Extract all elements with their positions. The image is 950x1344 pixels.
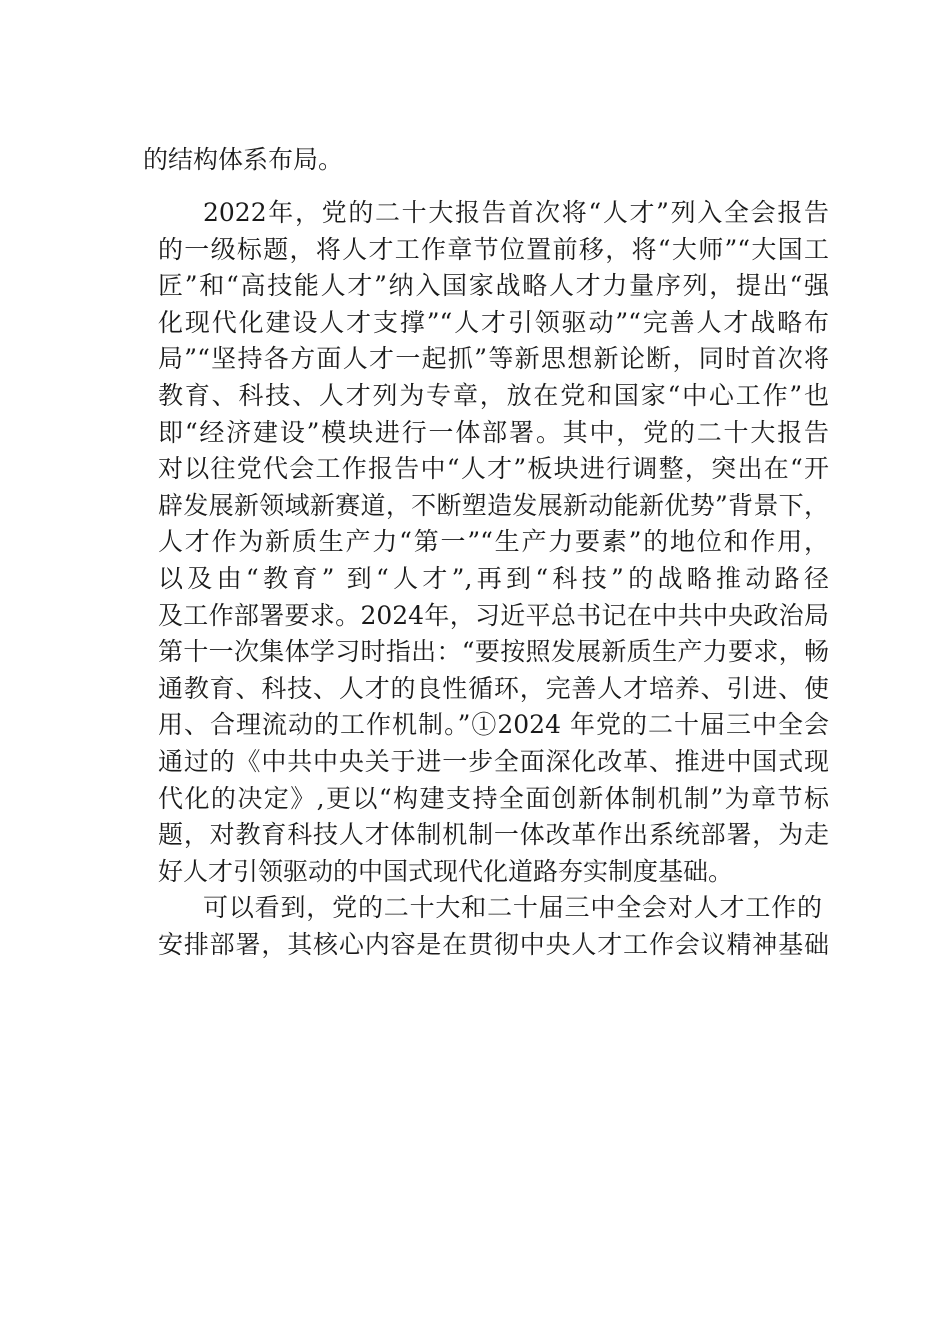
- text-line: 化现代化建设人才支撑”“人才引领驱动”“完善人才战略布: [158, 307, 829, 337]
- text-line: 对以往党代会工作报告中“人才”板块进行调整，突出在“开: [158, 454, 829, 484]
- text-line: 的结构体系布局。: [143, 145, 344, 174]
- text-line: 代化的决定》,更以“构建支持全面创新体制机制”为章节标: [158, 783, 829, 813]
- text-line: 人才作为新质生产力“第一”“生产力要素”的地位和作用，: [158, 527, 829, 557]
- text-line: 题，对教育科技人才体制机制一体改革作出系统部署，为走: [158, 820, 829, 850]
- text-line: 的一级标题，将人才工作章节位置前移，将“大师”“大国工: [158, 234, 829, 264]
- text-line: 第十一次集体学习时指出：“要按照发展新质生产力要求，畅: [158, 637, 829, 667]
- text-line: 2022年，党的二十大报告首次将“人才”列入全会报告: [203, 198, 829, 227]
- text-line: 通教育、科技、人才的良性循环，完善人才培养、引进、使: [158, 673, 829, 703]
- text-line: 通过的《中共中央关于进一步全面深化改革、推进中国式现: [158, 747, 829, 776]
- text-line: 辟发展新领域新赛道，不断塑造发展新动能新优势”背景下，: [158, 490, 829, 520]
- text-line: 可以看到，党的二十大和二十届三中全会对人才工作的: [203, 893, 822, 923]
- text-line: 匠”和“高技能人才”纳入国家战略人才力量序列，提出“强: [158, 271, 829, 301]
- text-line: 以及由“教育” 到“人才”,再到“科技”的战略推动路径: [158, 564, 829, 593]
- text-line: 用、合理流动的工作机制。”①2024 年党的二十届三中全会: [158, 710, 829, 740]
- text-line: 局”“坚持各方面人才一起抓”等新思想新论断，同时首次将: [158, 344, 829, 374]
- text-line: 教育、科技、人才列为专章，放在党和国家“中心工作”也: [158, 381, 829, 410]
- text-line: 及工作部署要求。2024年，习近平总书记在中共中央政治局: [158, 600, 829, 630]
- text-line: 安排部署，其核心内容是在贯彻中央人才工作会议精神基础: [158, 930, 829, 959]
- text-line: 好人才引领驱动的中国式现代化道路夯实制度基础。: [158, 856, 734, 886]
- text-line: 即“经济建设”模块进行一体部署。其中，党的二十大报告: [158, 417, 829, 447]
